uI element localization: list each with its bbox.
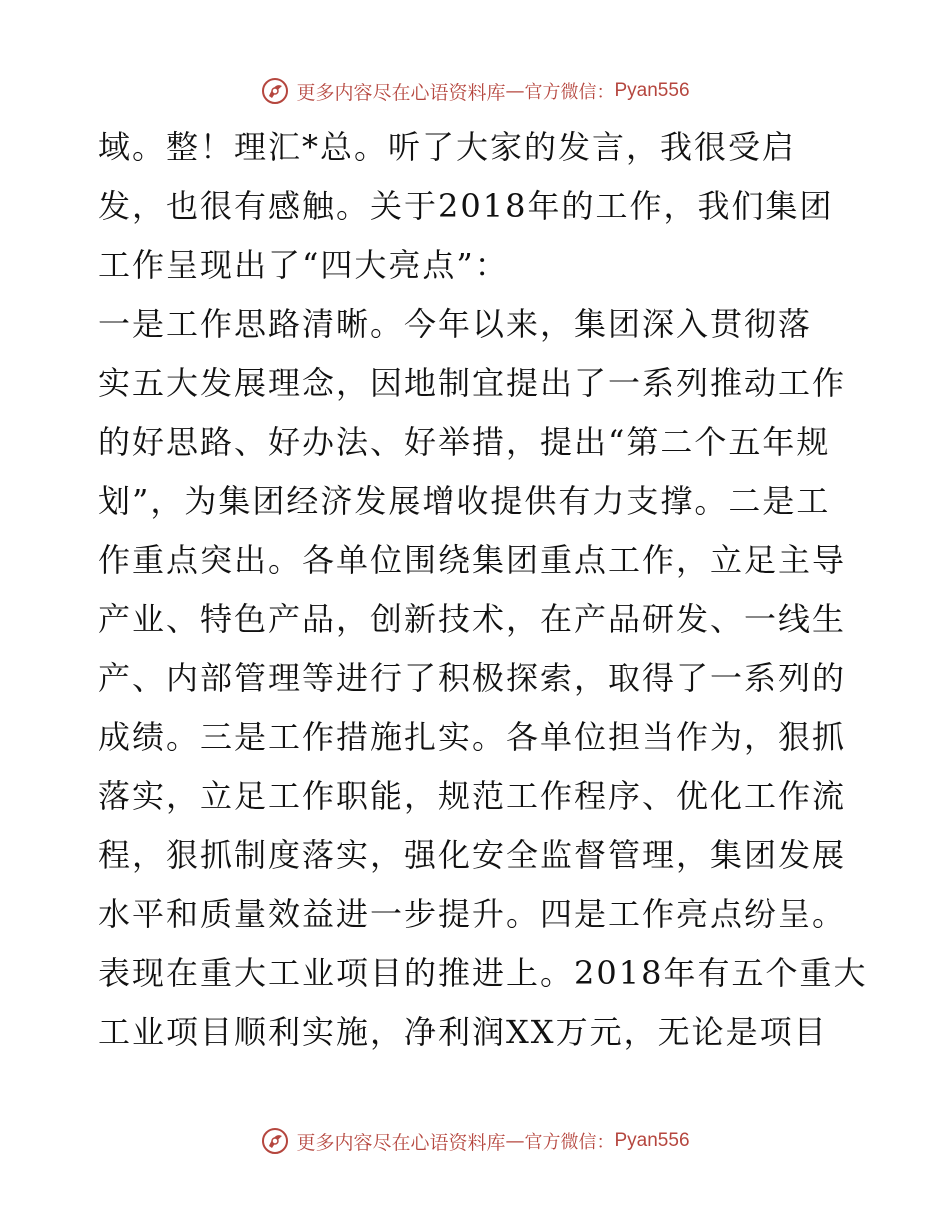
watermark-separator: — bbox=[505, 1130, 525, 1152]
watermark-brand: 更多内容尽在心语资料库 bbox=[296, 81, 506, 104]
text-line: 工业项目顺利实施，净利润XX万元，无论是项目 bbox=[98, 1013, 828, 1051]
text-line: 产业、特色产品，创新技术，在产品研发、一线生 bbox=[98, 600, 847, 638]
text-line: 的好思路、好办法、好举措，提出“第二个五年规 bbox=[98, 423, 831, 461]
text-line: 作重点突出。各单位围绕集团重点工作，立足主导 bbox=[98, 541, 847, 579]
text-line: 工作呈现出了“四大亮点”： bbox=[98, 246, 509, 284]
text-line: 水平和质量效益进一步提升。四是工作亮点纷呈。 bbox=[98, 895, 847, 933]
text-line: 程，狠抓制度落实，强化安全监督管理，集团发展 bbox=[98, 836, 847, 874]
footer-watermark bbox=[0, 1121, 950, 1161]
text-line: 实五大发展理念，因地制宜提出了一系列推动工作 bbox=[98, 364, 847, 402]
watermark-label: 官方微信： bbox=[524, 82, 615, 103]
text-line: 成绩。三是工作措施扎实。各单位担当作为，狠抓 bbox=[98, 718, 847, 756]
watermark-brand: 更多内容尽在心语资料库 bbox=[296, 1131, 506, 1154]
text-line: 产、内部管理等进行了积极探索，取得了一系列的 bbox=[98, 659, 847, 697]
text-line: 发，也很有感触。关于2018年的工作，我们集团 bbox=[98, 187, 834, 225]
logo-icon bbox=[260, 1126, 290, 1156]
watermark-separator: — bbox=[505, 80, 525, 102]
watermark-id: Pyan556 bbox=[614, 80, 690, 101]
document-body bbox=[98, 118, 868, 1062]
logo-icon bbox=[260, 76, 290, 106]
text-line: 落实，立足工作职能，规范工作程序、优化工作流 bbox=[98, 777, 847, 815]
text-line: 表现在重大工业项目的推进上。2018年有五个重大 bbox=[98, 954, 868, 992]
text-line: 划”，为集团经济发展增收提供有力支撑。二是工 bbox=[98, 482, 831, 520]
header-watermark bbox=[0, 71, 950, 111]
watermark-label: 官方微信： bbox=[524, 1132, 615, 1153]
text-line: 一是工作思路清晰。今年以来，集团深入贯彻落 bbox=[98, 305, 813, 343]
watermark-id: Pyan556 bbox=[614, 1130, 690, 1151]
text-line: 域。整！理汇*总。听了大家的发言，我很受启 bbox=[98, 128, 797, 166]
